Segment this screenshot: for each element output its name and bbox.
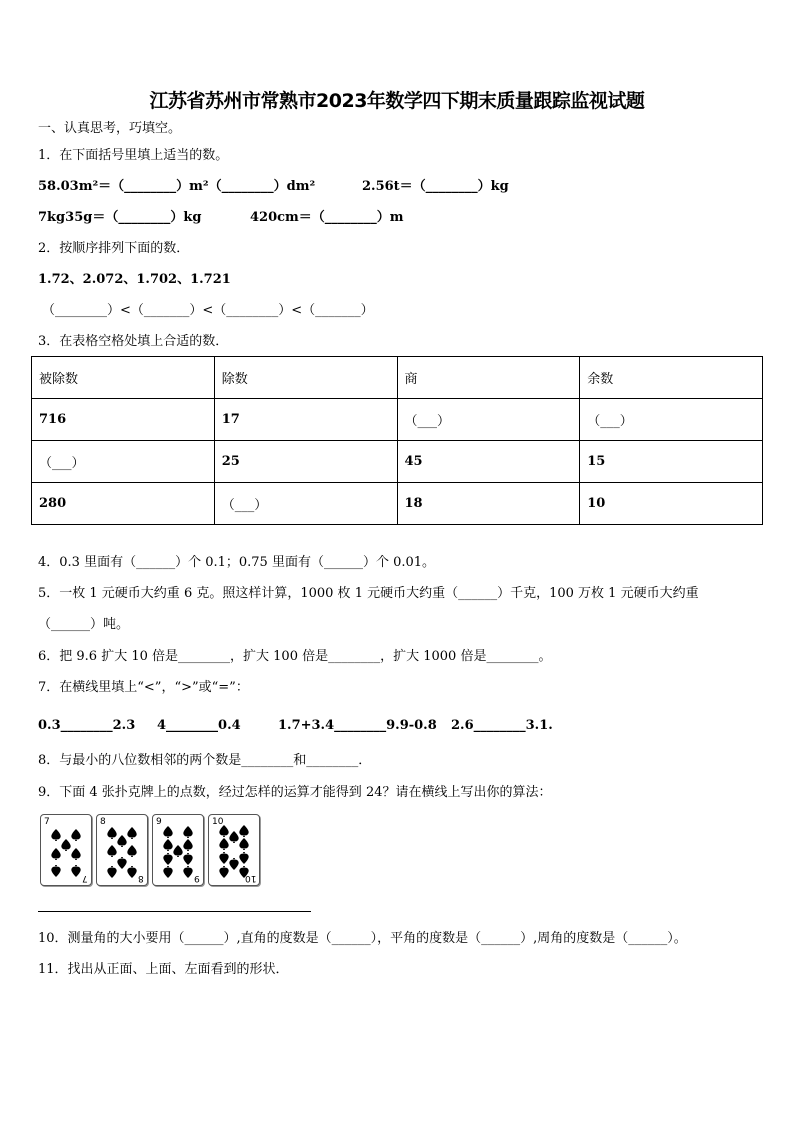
card-rank-inverted: 10 <box>244 873 256 883</box>
question-1-item-d: 420cm＝（________）m <box>250 210 404 225</box>
section-heading: 一、认真思考，巧填空。 <box>38 121 182 136</box>
question-2-order: （________）<（_______）<（________）<（_______） <box>42 303 374 318</box>
table-row <box>32 441 763 483</box>
playing-card <box>208 814 260 886</box>
question-9-stem: 9．下面 4 张扑克牌上的点数，经过怎样的运算才能得到 24？请在横线上写出你的算法： <box>38 785 552 800</box>
table-cell: 45 <box>397 441 580 483</box>
question-2-stem: 2．按顺序排列下面的数． <box>38 241 190 256</box>
question-6: 6．把 9.6 扩大 10 倍是________，扩大 100 倍是________，扩大 1000 倍是________。 <box>38 649 552 664</box>
question-1-item-c: 7kg35g＝（________）kg <box>38 210 202 225</box>
table-blank-cell: （___） <box>580 399 763 441</box>
question-1-item-a: 58.03m²＝（________）m²（________）dm² <box>38 179 316 194</box>
question-11: 11．找出从正面、上面、左面看到的形状． <box>38 962 289 977</box>
card-rank: 8 <box>100 817 106 827</box>
question-5-line-2: （______）吨。 <box>38 617 130 632</box>
question-5-line-1: 5．一枚 1 元硬币大约重 6 克。照这样计算，1000 枚 1 元硬币大约重（______）千克，100 万枚 1 元硬币大约重 <box>38 586 699 601</box>
question-10: 10．测量角的大小要用（______）,直角的度数是（______），平角的度数是（______）,周角的度数是（______）。 <box>38 931 687 946</box>
page-title: 江苏省苏州市常熟市2023年数学四下期末质量跟踪监视试题 <box>149 90 645 112</box>
table-cell: 15 <box>580 441 763 483</box>
table-row <box>32 399 763 441</box>
card-rank: 7 <box>44 817 50 827</box>
table-header-row <box>32 357 763 399</box>
question-4: 4．0.3 里面有（______）个 0.1；0.75 里面有（______）个 0.01。 <box>38 555 436 570</box>
division-table <box>31 356 763 525</box>
question-7-item-d: 2.6________3.1. <box>451 718 553 733</box>
playing-card <box>40 814 92 886</box>
question-7-item-c: 1.7+3.4________9.9-0.8 <box>278 718 437 733</box>
question-7-item-b: 4________0.4 <box>157 718 241 733</box>
table-header-cell: 除数 <box>214 357 397 399</box>
answer-line <box>38 911 311 912</box>
table-header-cell: 商 <box>397 357 580 399</box>
table-cell: 25 <box>214 441 397 483</box>
question-8: 8．与最小的八位数相邻的两个数是________和________． <box>38 753 372 768</box>
table-cell: 280 <box>32 483 215 525</box>
table-header-cell: 余数 <box>580 357 763 399</box>
card-rank: 9 <box>156 817 162 827</box>
question-3-stem: 3．在表格空格处填上合适的数． <box>38 334 229 349</box>
question-7-item-a: 0.3________2.3 <box>38 718 136 733</box>
table-blank-cell: （___） <box>32 441 215 483</box>
card-rank-inverted: 8 <box>138 873 144 883</box>
table-header-cell: 被除数 <box>32 357 215 399</box>
table-cell: 17 <box>214 399 397 441</box>
table-cell: 716 <box>32 399 215 441</box>
table-cell: 10 <box>580 483 763 525</box>
table-blank-cell: （___） <box>214 483 397 525</box>
question-7-stem: 7．在横线里填上“<”，“>”或“=”： <box>38 680 249 695</box>
table-blank-cell: （___） <box>397 399 580 441</box>
question-1-item-b: 2.56t＝（________）kg <box>362 179 509 194</box>
question-1-stem: 1．在下面括号里填上适当的数。 <box>38 148 229 163</box>
table-cell: 18 <box>397 483 580 525</box>
card-rank-inverted: 9 <box>194 873 200 883</box>
playing-card <box>96 814 148 886</box>
question-2-numbers: 1.72、2.072、1.702、1.721 <box>38 272 231 287</box>
card-rank: 10 <box>212 817 224 827</box>
table-row <box>32 483 763 525</box>
playing-card <box>152 814 204 886</box>
card-rank-inverted: 7 <box>82 873 88 883</box>
